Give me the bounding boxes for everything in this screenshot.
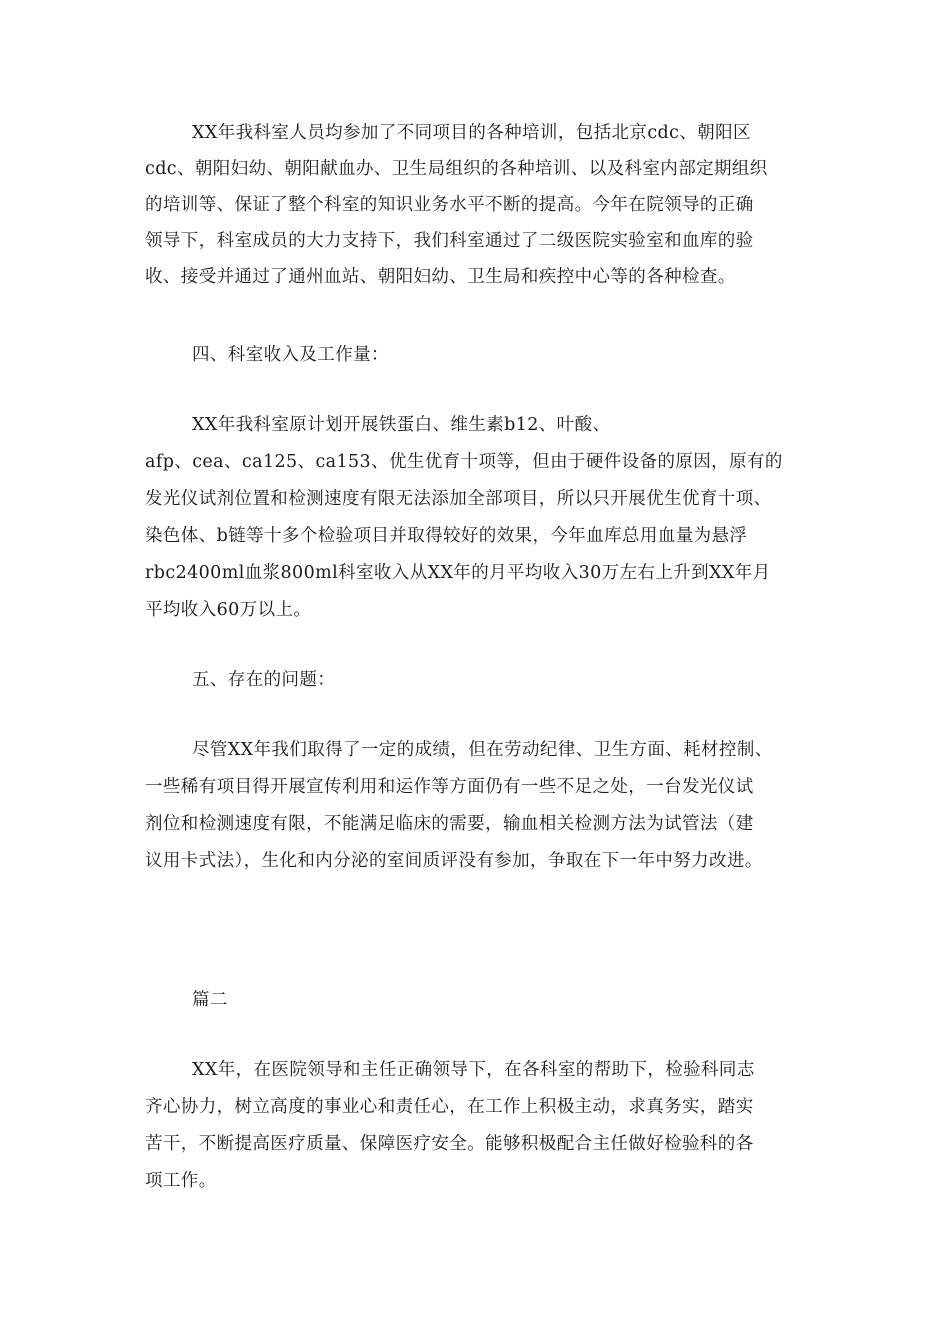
paragraph-line: XX年我科室人员均参加了不同项目的各种培训，包括北京cdc、朝阳区 xyxy=(192,123,751,143)
section-heading: 四、科室收入及工作量： xyxy=(192,345,389,365)
paragraph-line: 平均收入60万以上。 xyxy=(145,600,312,620)
paragraph-line: XX年我科室原计划开展铁蛋白、维生素b12、叶酸、 xyxy=(192,415,611,435)
paragraph-line: 的培训等、保证了整个科室的知识业务水平不断的提高。今年在院领导的正确 xyxy=(145,195,754,215)
paragraph-line: 苦干，不断提高医疗质量、保障医疗安全。能够积极配合主任做好检验科的各 xyxy=(145,1134,754,1154)
paragraph-line: cdc、朝阳妇幼、朝阳献血办、卫生局组织的各种培训、以及科室内部定期组织 xyxy=(145,159,768,179)
section-heading: 篇二 xyxy=(192,990,228,1010)
paragraph-line: 项工作。 xyxy=(145,1171,217,1191)
paragraph-line: 发光仪试剂位置和检测速度有限无法添加全部项目，所以只开展优生优育十项、 xyxy=(145,489,772,509)
paragraph-line: 尽管XX年我们取得了一定的成绩，但在劳动纪律、卫生方面、耗材控制、 xyxy=(192,740,773,760)
section-heading: 五、存在的问题： xyxy=(192,670,336,690)
paragraph-line: 剂位和检测速度有限，不能满足临床的需要，输血相关检测方法为试管法（建 xyxy=(145,814,754,834)
paragraph-line: 一些稀有项目得开展宣传利用和运作等方面仍有一些不足之处，一台发光仪试 xyxy=(145,777,754,797)
paragraph-line: 议用卡式法），生化和内分泌的室间质评没有参加，争取在下一年中努力改进。 xyxy=(145,851,763,871)
paragraph-line: rbc2400ml血浆800ml科室收入从XX年的月平均收入30万左右上升到XX年月 xyxy=(145,563,771,583)
paragraph-line: 领导下，科室成员的大力支持下，我们科室通过了二级医院实验室和血库的验 xyxy=(145,231,754,251)
paragraph-line: 收、接受并通过了通州血站、朝阳妇幼、卫生局和疾控中心等的各种检查。 xyxy=(145,267,736,287)
paragraph-line: XX年，在医院领导和主任正确领导下，在各科室的帮助下，检验科同志 xyxy=(192,1060,755,1080)
paragraph-line: 齐心协力，树立高度的事业心和责任心，在工作上积极主动，求真务实，踏实 xyxy=(145,1097,754,1117)
paragraph-line: 染色体、b链等十多个检验项目并取得较好的效果，今年血库总用血量为悬浮 xyxy=(145,526,748,546)
paragraph-line: afp、cea、ca125、ca153、优生优育十项等，但由于硬件设备的原因，原有的 xyxy=(145,452,783,472)
